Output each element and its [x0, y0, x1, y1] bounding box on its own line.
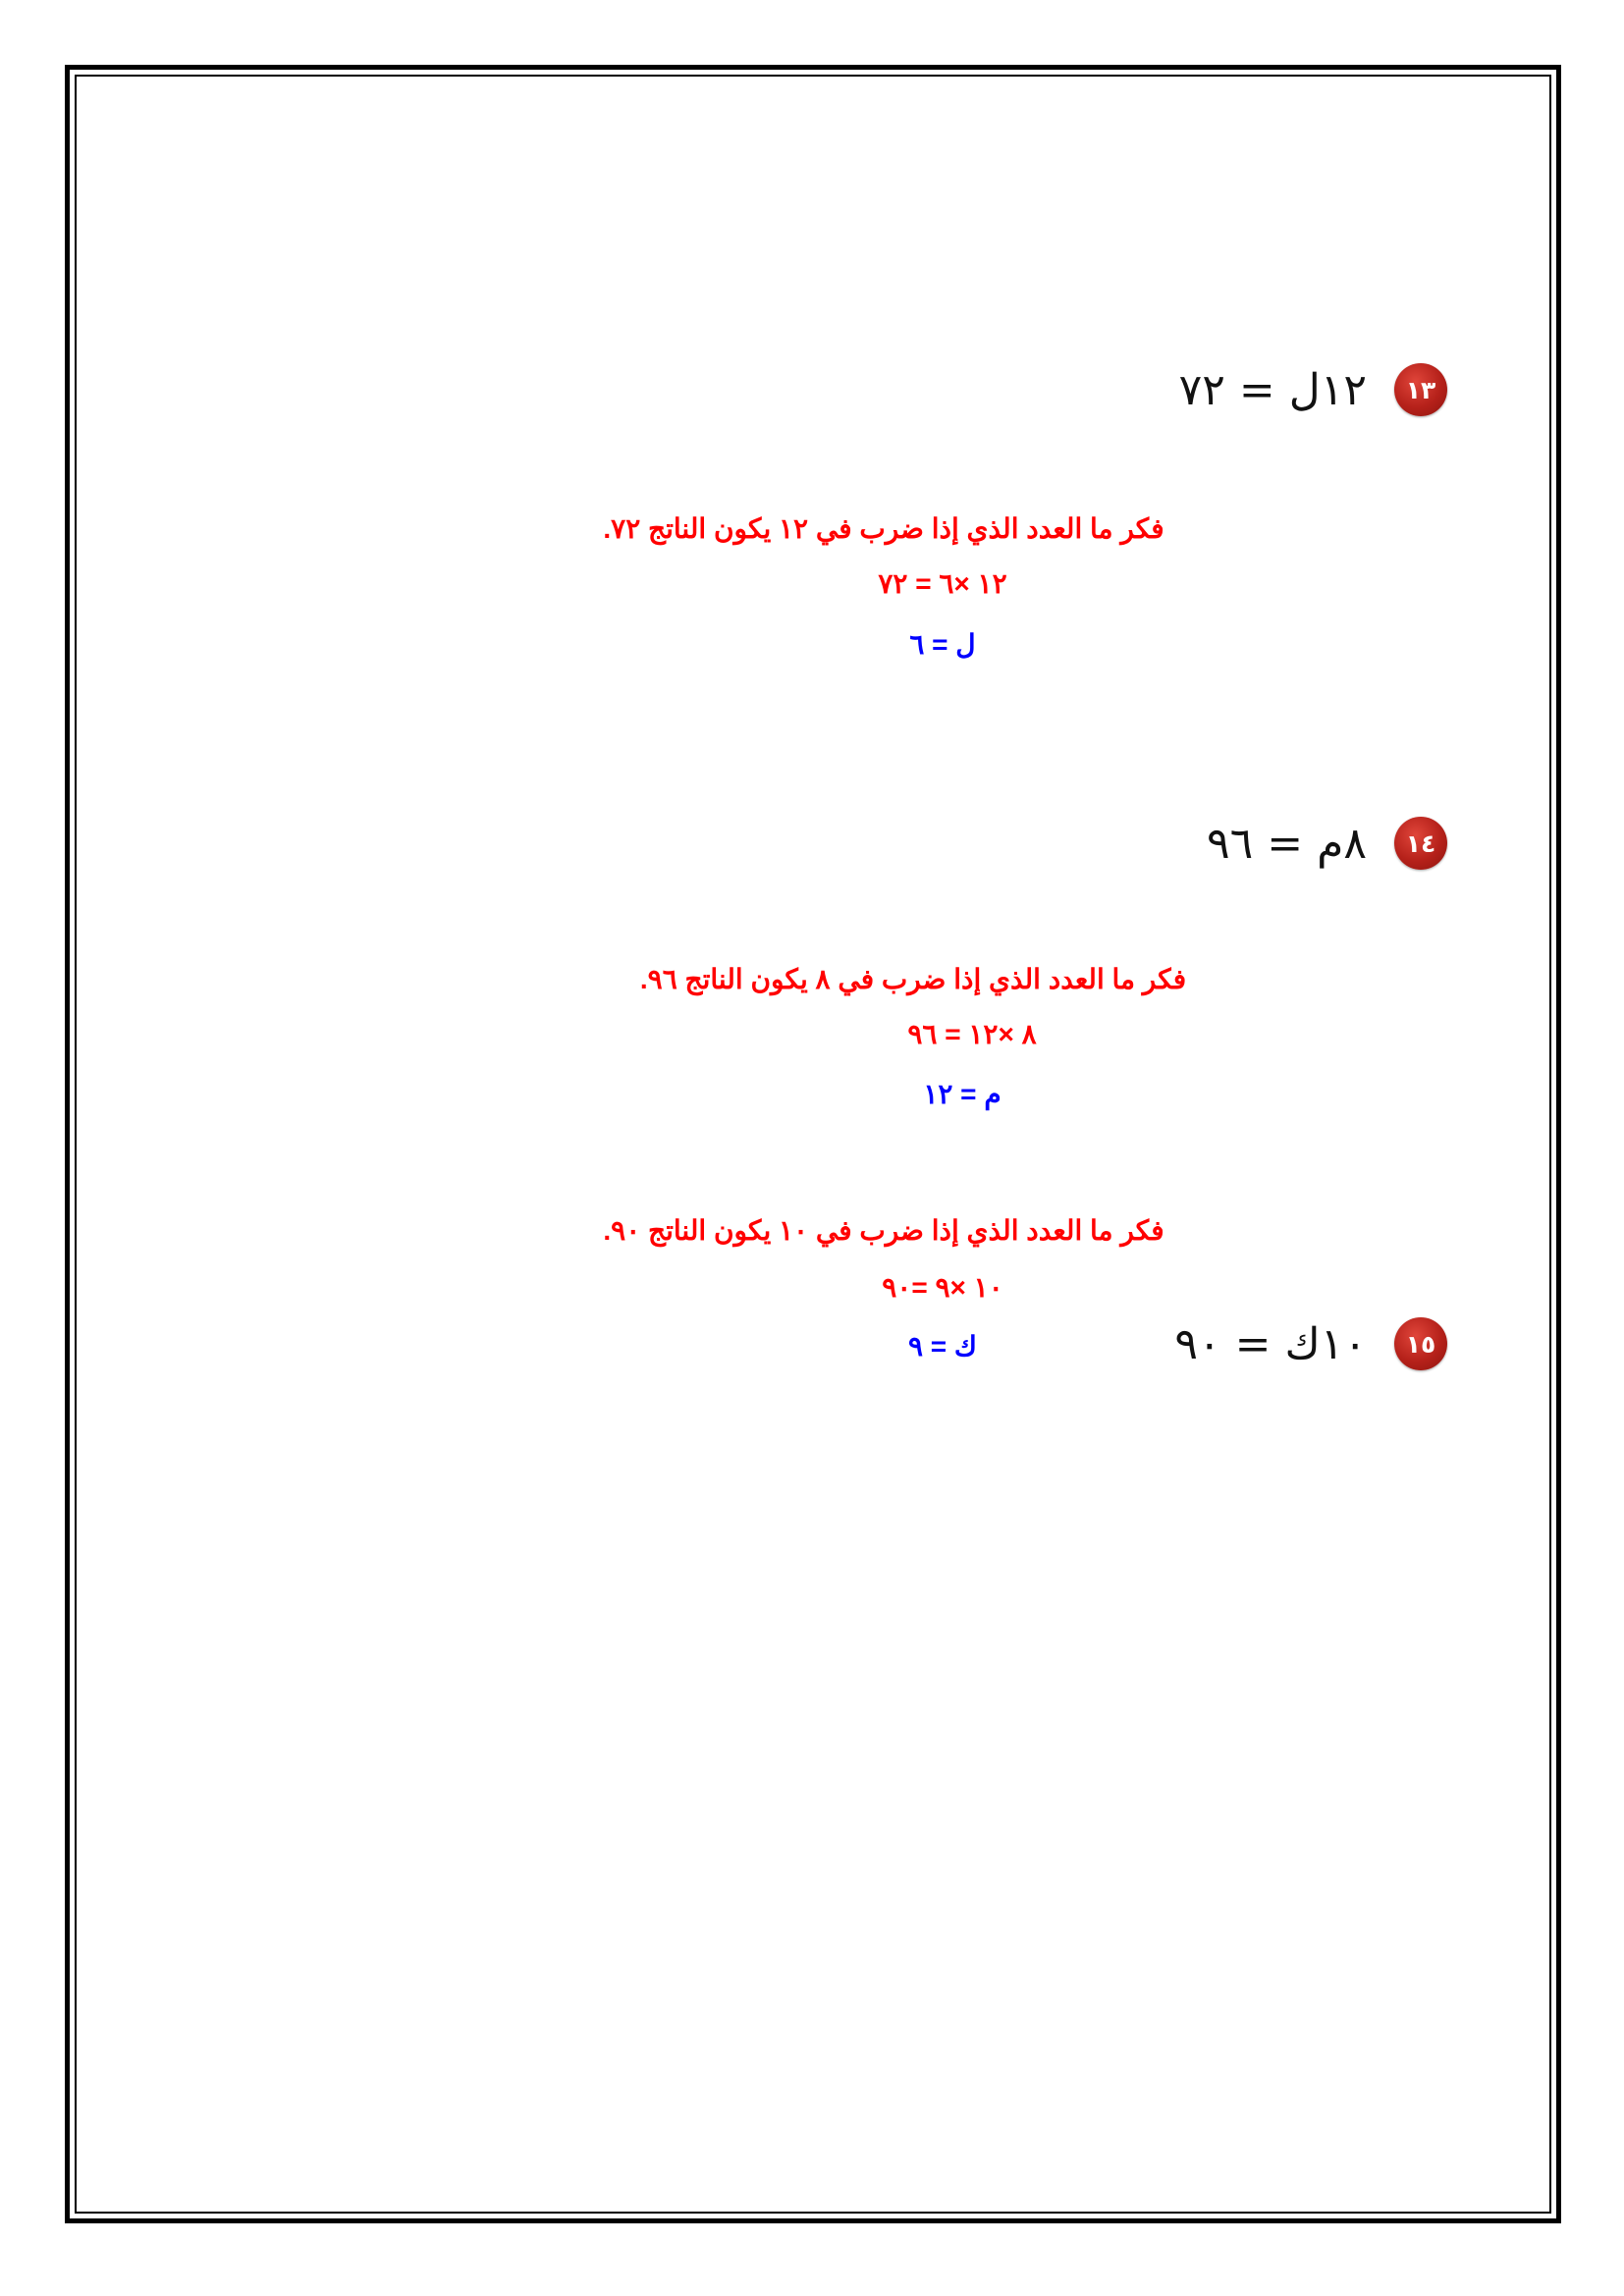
problem-14-row [1207, 817, 1447, 870]
problem-equation: ١٢ل = ٧٢ [1178, 364, 1367, 415]
problem-equation: ٨م = ٩٦ [1207, 818, 1367, 869]
problem-13-row [1179, 363, 1447, 416]
problem-15-row [1174, 1317, 1447, 1370]
think-prompt: فكر ما العدد الذي إذا ضرب في ١٠ يكون الناتج ٩٠. [603, 1215, 1164, 1246]
problem-number-badge: ١٤ [1394, 817, 1447, 870]
think-prompt: فكر ما العدد الذي إذا ضرب في ١٢ يكون الناتج ٧٢. [603, 513, 1164, 544]
answer: ل = ٦ [909, 629, 976, 660]
answer: م = ١٢ [923, 1079, 1001, 1109]
multiplication-fact: ٨ ×١٢ = ٩٦ [907, 1019, 1037, 1049]
problem-number-badge: ١٥ [1394, 1317, 1447, 1370]
think-prompt: فكر ما العدد الذي إذا ضرب في ٨ يكون الناتج ٩٦. [639, 964, 1187, 994]
problem-equation: ١٠ك = ٩٠ [1174, 1318, 1367, 1369]
answer: ك = ٩ [907, 1331, 978, 1362]
problem-number-badge: ١٣ [1394, 363, 1447, 416]
multiplication-fact: ١٢ ×٦ = ٧٢ [878, 568, 1007, 599]
multiplication-fact: ١٠ ×٩ =٩٠ [882, 1272, 1003, 1303]
